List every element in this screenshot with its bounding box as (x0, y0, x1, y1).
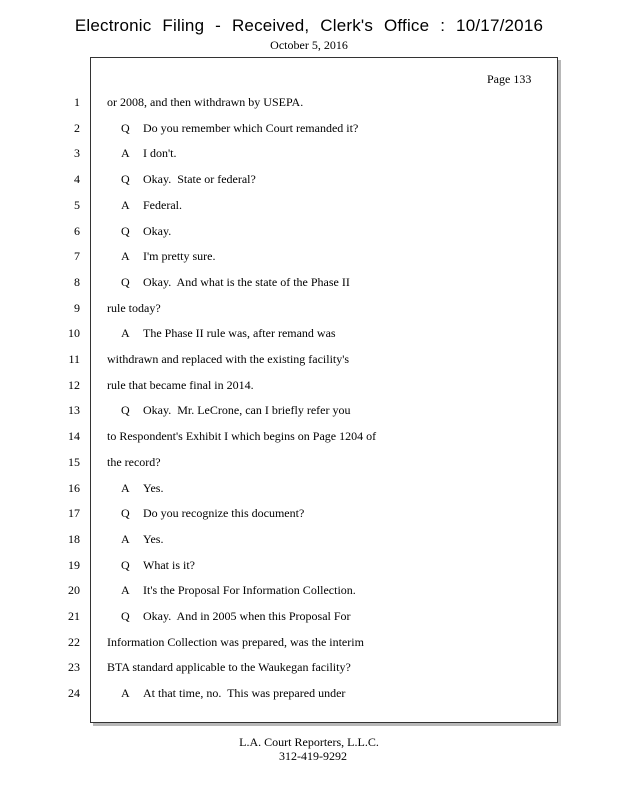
speaker-label: Q (121, 609, 130, 623)
line-text (107, 94, 303, 110)
line-body: Okay. State or federal? (143, 172, 256, 187)
transcript-line (0, 402, 560, 418)
line-body: What is it? (143, 557, 195, 572)
speaker-label: A (121, 480, 130, 495)
line-text (107, 454, 161, 470)
line-text (121, 197, 182, 213)
transcript-line (0, 557, 560, 573)
speaker-label: A (121, 197, 130, 212)
speaker-label: A (121, 686, 130, 701)
line-text (121, 531, 163, 547)
speaker-label: Q (121, 223, 130, 238)
line-number: 19 (68, 557, 80, 572)
line-body: The Phase II rule was, after remand was (143, 326, 336, 341)
line-body: Okay. Mr. LeCrone, can I briefly refer you (143, 403, 351, 418)
speaker-label: A (121, 146, 130, 161)
transcript-line (0, 274, 560, 290)
page-number: Page 133 (487, 72, 532, 86)
line-number: 17 (68, 506, 80, 521)
transcript-line (0, 197, 560, 213)
speaker-label: A (121, 249, 130, 264)
speaker-label: Q (121, 172, 130, 187)
line-number: 6 (74, 223, 80, 238)
line-text (107, 659, 351, 675)
line-number: 22 (68, 634, 80, 649)
transcript-line (0, 685, 560, 701)
speaker-label: Q (121, 120, 130, 135)
transcript-line (0, 377, 560, 393)
filing-stamp: Electronic Filing - Received, Clerk's Office : 10/17/2016 (74, 16, 544, 35)
footer-phone: 312-419-9292 (279, 749, 347, 763)
line-body: the record? (107, 454, 161, 469)
line-body: Do you remember which Court remanded it? (143, 120, 359, 135)
line-number: 9 (74, 300, 80, 315)
line-body: Okay. And in 2005 when this Proposal For (143, 609, 351, 623)
transcript-line (0, 325, 560, 341)
line-text (121, 120, 358, 136)
transcript-line (0, 171, 560, 187)
line-text (121, 557, 195, 573)
line-number: 24 (68, 686, 80, 701)
line-number: 2 (74, 120, 80, 135)
transcript-line (0, 505, 560, 521)
line-number: 13 (68, 403, 80, 418)
line-number: 21 (68, 609, 80, 623)
transcript-line (0, 480, 560, 496)
line-text (121, 145, 177, 161)
line-body: rule that became final in 2014. (107, 377, 254, 392)
line-text (107, 351, 349, 367)
line-body: Okay. (143, 223, 172, 238)
line-body: Okay. And what is the state of the Phase II (143, 274, 350, 289)
transcript-line (0, 248, 560, 264)
footer-company: L.A. Court Reporters, L.L.C. (239, 735, 379, 749)
line-number: 11 (68, 352, 80, 366)
line-number: 16 (68, 480, 80, 495)
transcript-line (0, 531, 560, 547)
line-number: 10 (68, 326, 80, 341)
line-body: I'm pretty sure. (143, 249, 216, 264)
line-number: 8 (74, 274, 80, 289)
line-body: Yes. (143, 531, 164, 546)
line-text (121, 402, 350, 418)
line-number: 1 (74, 95, 80, 109)
transcript-line (0, 223, 560, 239)
line-number: 3 (74, 146, 80, 161)
line-text (121, 171, 256, 187)
line-number: 12 (68, 377, 80, 392)
line-text (107, 300, 161, 316)
line-body: Do you recognize this document? (143, 506, 305, 521)
line-text (107, 634, 364, 650)
speaker-label: A (121, 531, 130, 546)
line-number: 5 (74, 197, 80, 212)
line-body: BTA standard applicable to the Waukegan facility? (107, 660, 351, 675)
line-number: 18 (68, 531, 80, 546)
line-text (121, 248, 215, 264)
line-body: withdrawn and replaced with the existing facility's (107, 352, 350, 366)
transcript-line (0, 300, 560, 316)
line-number: 7 (74, 249, 80, 264)
transcript-line (0, 120, 560, 136)
line-number: 15 (68, 454, 80, 469)
line-body: It's the Proposal For Information Collection. (143, 583, 356, 598)
speaker-label: A (121, 326, 130, 341)
line-body: Federal. (143, 197, 182, 212)
line-number: 14 (68, 429, 80, 444)
speaker-label: Q (121, 403, 130, 418)
line-text (121, 223, 171, 239)
line-text (107, 377, 254, 393)
line-text (121, 480, 163, 496)
transcript-line (0, 351, 560, 367)
transcript-line (0, 145, 560, 161)
line-text (121, 274, 350, 290)
line-body: Information Collection was prepared, was the interim (107, 634, 364, 649)
line-body: to Respondent's Exhibit I which begins on Page 1204 of (107, 429, 377, 444)
line-text (121, 325, 336, 341)
line-text (121, 685, 345, 701)
line-text (121, 582, 356, 598)
line-body: Yes. (143, 480, 164, 495)
line-number: 23 (68, 660, 80, 675)
transcript-line (0, 582, 560, 598)
speaker-label: Q (121, 506, 130, 521)
line-body: I don't. (143, 146, 177, 161)
transcript-line (0, 608, 560, 624)
speaker-label: Q (121, 557, 130, 572)
line-number: 4 (74, 172, 80, 187)
transcript-line (0, 94, 560, 110)
speaker-label: Q (121, 274, 130, 289)
speaker-label: A (121, 583, 130, 598)
line-body: At that time, no. This was prepared under (143, 686, 346, 701)
transcript-date: October 5, 2016 (270, 38, 348, 52)
transcript-line (0, 634, 560, 650)
line-number: 20 (68, 583, 80, 598)
transcript-line (0, 454, 560, 470)
line-text (121, 608, 351, 624)
transcript-line (0, 659, 560, 675)
line-text (121, 505, 304, 521)
transcript-line (0, 428, 560, 444)
line-body: rule today? (107, 300, 161, 315)
line-body: or 2008, and then withdrawn by USEPA. (107, 95, 304, 109)
line-text (107, 428, 376, 444)
